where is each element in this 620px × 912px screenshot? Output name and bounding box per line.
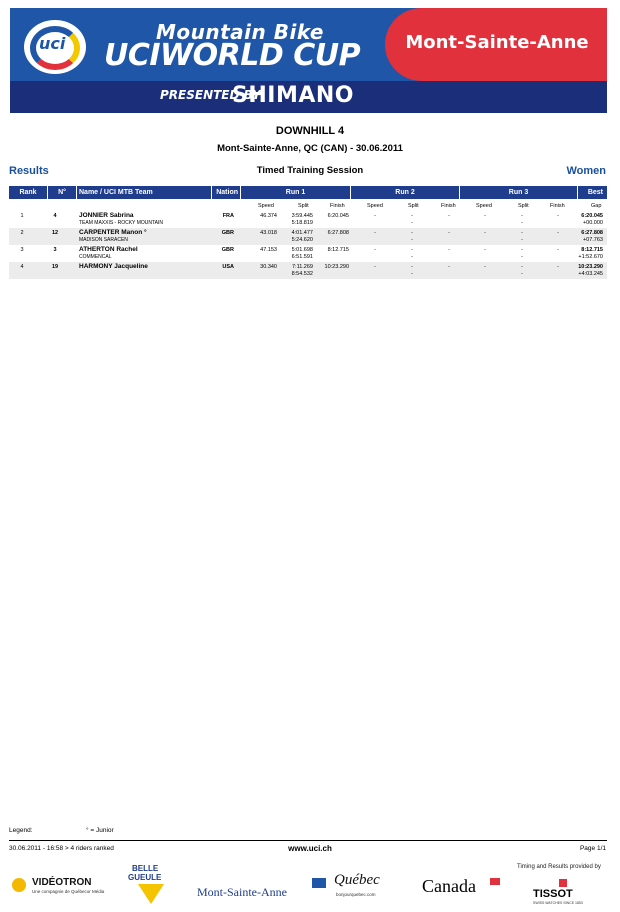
quebec-flag-icon [312, 878, 326, 888]
category-label: Women [566, 165, 606, 177]
cell-bib: 3 [53, 247, 57, 253]
cell-team: COMMENCAL [79, 254, 112, 260]
header-nation [212, 186, 240, 199]
cell-r3-split: - [521, 247, 523, 253]
cell-r1-finish: 6:27.808 [327, 230, 349, 236]
cell-r2-speed: - [374, 247, 376, 253]
cell-r2-split: - [411, 264, 413, 270]
subheader-run1-finish: Finish [330, 203, 345, 209]
canada-wordmark: Canada [422, 876, 476, 896]
cell-r2-split2: - [411, 271, 413, 277]
videotron-tagline: Une compagnie de Québecor Média [32, 889, 105, 894]
footer-url-link[interactable]: www.uci.ch [288, 844, 332, 853]
cell-r1-finish: 8:12.715 [327, 247, 349, 253]
tissot-cross-icon [559, 879, 567, 887]
cell-r3-speed: - [484, 230, 486, 236]
cell-best: 8:12.715 [581, 247, 603, 253]
cell-rank: 1 [20, 213, 24, 219]
cell-rank: 2 [20, 230, 24, 236]
results-table-header [9, 186, 607, 199]
sponsor-belle-gueule-logo [128, 864, 176, 908]
sponsor-quebec-logo [312, 872, 404, 902]
sponsor-mont-sainte-anne-logo: Mont-Sainte-Anne [197, 885, 287, 899]
cell-team: MADISON SARACEN [79, 237, 128, 243]
header-run1 [241, 186, 350, 199]
subheader-run3-finish: Finish [550, 203, 565, 209]
cell-r1-finish: 6:20.045 [327, 213, 349, 219]
cell-r2-split: - [411, 213, 413, 219]
cell-rank: 3 [20, 247, 24, 253]
footer-page-number: Page 1/1 [579, 845, 606, 852]
timing-provided-by: Timing and Results provided by [517, 864, 601, 870]
footer-divider [9, 840, 607, 841]
header-rank-label: Rank [19, 189, 37, 196]
series-title-line1: Mountain Bike [156, 20, 324, 44]
cell-r3-split: - [521, 213, 523, 219]
cell-r2-split: - [411, 247, 413, 253]
sponsor-tissot-logo [515, 864, 605, 908]
cell-nation: GBR [221, 247, 234, 253]
header-run1-label: Run 1 [285, 189, 306, 196]
cell-r2-speed: - [374, 230, 376, 236]
belle-gueule-shield-icon [138, 884, 164, 904]
header-run3-label: Run 3 [508, 189, 529, 196]
cell-team: TEAM MAXXIS - ROCKY MOUNTAIN [79, 220, 163, 226]
cell-gap: +1:52.670 [578, 254, 603, 260]
cell-name: CARPENTER Manon ° [79, 229, 147, 236]
cell-r1-split: 3:59.445 [291, 213, 313, 219]
legend-label: Legend: [9, 827, 33, 834]
cell-name: JONNIER Sabrina [79, 212, 134, 219]
cell-r1-split2: 5:24.620 [291, 237, 313, 243]
presented-by-label: PRESENTED BY [160, 88, 261, 102]
title-sponsor-logo: SHIMANO [232, 83, 354, 108]
header-run2 [351, 186, 459, 199]
cell-r2-finish: - [448, 213, 450, 219]
cell-r3-split: - [521, 230, 523, 236]
cell-r1-speed: 47.153 [260, 247, 277, 253]
header-best-label: Best [587, 189, 603, 196]
cell-r2-split2: - [411, 237, 413, 243]
videotron-wordmark: VIDÉOTRON [32, 877, 92, 888]
event-title: DOWNHILL 4 [275, 125, 345, 137]
cell-best: 10:23.290 [578, 264, 603, 270]
cell-gap: +00.000 [582, 220, 603, 226]
tissot-tagline: SWISS WATCHES SINCE 1853 [533, 901, 583, 905]
cell-r3-speed: - [484, 213, 486, 219]
cell-gap: +4:03.245 [578, 271, 603, 277]
subheader-run2-split: Split [408, 203, 419, 209]
cell-bib: 4 [53, 213, 57, 219]
cell-r3-split: - [521, 264, 523, 270]
cell-r2-finish: - [448, 247, 450, 253]
cell-r3-split2: - [521, 271, 523, 277]
cell-r3-split2: - [521, 254, 523, 260]
uci-logo [24, 20, 86, 74]
belle-gueule-line2: GUEULE [128, 873, 162, 882]
quebec-wordmark: Québec [334, 872, 380, 888]
header-bib-label: N° [58, 189, 66, 196]
uci-logo-text: uci [39, 34, 66, 53]
cell-r3-split2: - [521, 237, 523, 243]
cell-nation: USA [222, 264, 234, 270]
header-run2-label: Run 2 [395, 189, 415, 196]
event-location-date: Mont-Sainte-Anne, QC (CAN) - 30.06.2011 [217, 143, 403, 154]
canada-flag-icon [490, 878, 500, 885]
tissot-wordmark: TISSOT [533, 888, 573, 900]
legend-value: ° = Junior [86, 827, 114, 834]
header-nation-label: Nation [216, 189, 238, 196]
cell-bib: 19 [51, 264, 59, 270]
header-run3 [460, 186, 577, 199]
cell-r1-split: 4:01.477 [291, 230, 313, 236]
session-label: Timed Training Session [256, 165, 364, 176]
cell-best: 6:27.808 [581, 230, 603, 236]
cell-name: HARMONY Jacqueline [79, 263, 148, 270]
cell-r3-finish: - [557, 213, 559, 219]
cell-r1-split2: 6:51.591 [291, 254, 313, 260]
cell-r3-finish: - [557, 247, 559, 253]
subheader-run3-split: Split [518, 203, 529, 209]
cell-best: 6:20.045 [581, 213, 603, 219]
cell-r2-split: - [411, 230, 413, 236]
cell-r2-speed: - [374, 213, 376, 219]
cell-r1-speed: 43.018 [260, 230, 277, 236]
cell-r3-finish: - [557, 264, 559, 270]
belle-gueule-line1: BELLE [132, 864, 159, 873]
cell-bib: 12 [51, 230, 59, 236]
videotron-icon [12, 878, 26, 892]
cell-r3-speed: - [484, 264, 486, 270]
cell-r2-finish: - [448, 230, 450, 236]
cell-r2-split2: - [411, 220, 413, 226]
cell-nation: FRA [222, 213, 234, 219]
header-rank [9, 186, 47, 199]
cell-r1-finish: 10:23.290 [324, 264, 349, 270]
cell-r2-finish: - [448, 264, 450, 270]
header-name-team [77, 186, 211, 199]
sponsor-canada-logo [422, 876, 502, 900]
venue-title: Mont-Sainte-Anne [405, 32, 589, 53]
header-banner [10, 8, 607, 108]
subheader-run1-speed: Speed [258, 203, 274, 209]
subheader-run2-speed: Speed [367, 203, 383, 209]
subheader-run2-finish: Finish [441, 203, 456, 209]
results-label: Results [9, 165, 49, 177]
cell-nation: GBR [221, 230, 234, 236]
cell-r3-finish: - [557, 230, 559, 236]
header-best [578, 186, 607, 199]
cell-name: ATHERTON Rachel [79, 246, 138, 253]
quebec-tagline: bonjourquebec.com [336, 892, 376, 897]
cell-r1-split: 7:11.269 [291, 264, 313, 270]
cell-r1-split: 5:01.698 [291, 247, 313, 253]
cell-r2-split2: - [411, 254, 413, 260]
cell-r1-split2: 8:54.532 [291, 271, 313, 277]
footer-timestamp: 30.06.2011 - 16:58 > 4 riders ranked [9, 845, 114, 852]
subheader-run3-speed: Speed [476, 203, 492, 209]
subheader-run1-split: Split [298, 203, 309, 209]
cell-r3-speed: - [484, 247, 486, 253]
cell-r2-speed: - [374, 264, 376, 270]
header-name-team-label: Name / UCI MTB Team [79, 189, 153, 196]
cell-r1-speed: 30.340 [260, 264, 277, 270]
cell-r3-split2: - [521, 220, 523, 226]
cell-gap: +07.763 [582, 237, 603, 243]
cell-rank: 4 [20, 264, 24, 270]
subheader-gap: Gap [591, 203, 602, 209]
cell-r1-split2: 5:18.819 [291, 220, 313, 226]
header-bib [48, 186, 76, 199]
cell-r1-speed: 46.374 [260, 213, 277, 219]
series-title-line2: UCIWORLD CUP [104, 38, 361, 73]
